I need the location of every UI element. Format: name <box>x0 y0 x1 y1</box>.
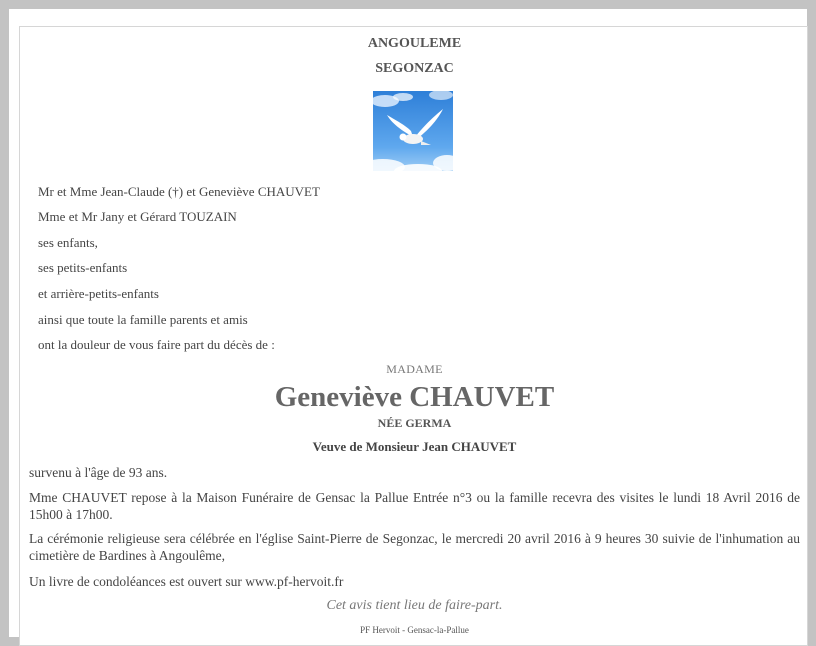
paragraph-condolences: Un livre de condoléances est ouvert sur www.pf-hervoit.fr <box>29 574 344 589</box>
widow-line: Veuve de Monsieur Jean CHAUVET <box>312 439 517 454</box>
family-line-2: Mme et Mr Jany et Gérard TOUZAIN <box>38 209 237 224</box>
deceased-name: Geneviève CHAUVET <box>274 381 555 413</box>
dove-photo <box>373 91 453 171</box>
family-line-6: ainsi que toute la famille parents et amis <box>38 312 248 327</box>
city-segonzac: SEGONZAC <box>375 61 454 76</box>
tagline: Cet avis tient lieu de faire-part. <box>326 598 503 613</box>
maiden-name: NÉE GERMA <box>377 416 452 430</box>
notice-card <box>19 26 808 646</box>
footer-credit: PF Hervoit - Gensac-la-Pallue <box>360 625 469 635</box>
paragraph-ceremony: La cérémonie religieuse sera célébrée en l'église Saint-Pierre de Segonzac, le mercredi 20 avril 2016 à 9 heures 30 suivie de l'inhumation au cimetière de Bardines à Angoulême, <box>29 531 800 563</box>
deceased-title: MADAME <box>386 362 443 376</box>
paragraph-age: survenu à l'âge de 93 ans. <box>29 465 168 480</box>
dove-icon <box>373 91 453 171</box>
family-line-4: ses petits-enfants <box>38 260 128 275</box>
paragraph-visitation: Mme CHAUVET repose à la Maison Funéraire de Gensac la Pallue Entrée n°3 ou la famille recevra des visites le lundi 18 Avril 2016 de 15h00 à 17h00. <box>29 490 800 522</box>
family-line-3: ses enfants, <box>38 235 98 250</box>
family-line-1: Mr et Mme Jean-Claude (†) et Geneviève CHAUVET <box>38 184 320 199</box>
family-line-5: et arrière-petits-enfants <box>38 286 159 301</box>
city-angouleme: ANGOULEME <box>367 36 462 51</box>
family-line-7: ont la douleur de vous faire part du décès de : <box>38 337 275 352</box>
